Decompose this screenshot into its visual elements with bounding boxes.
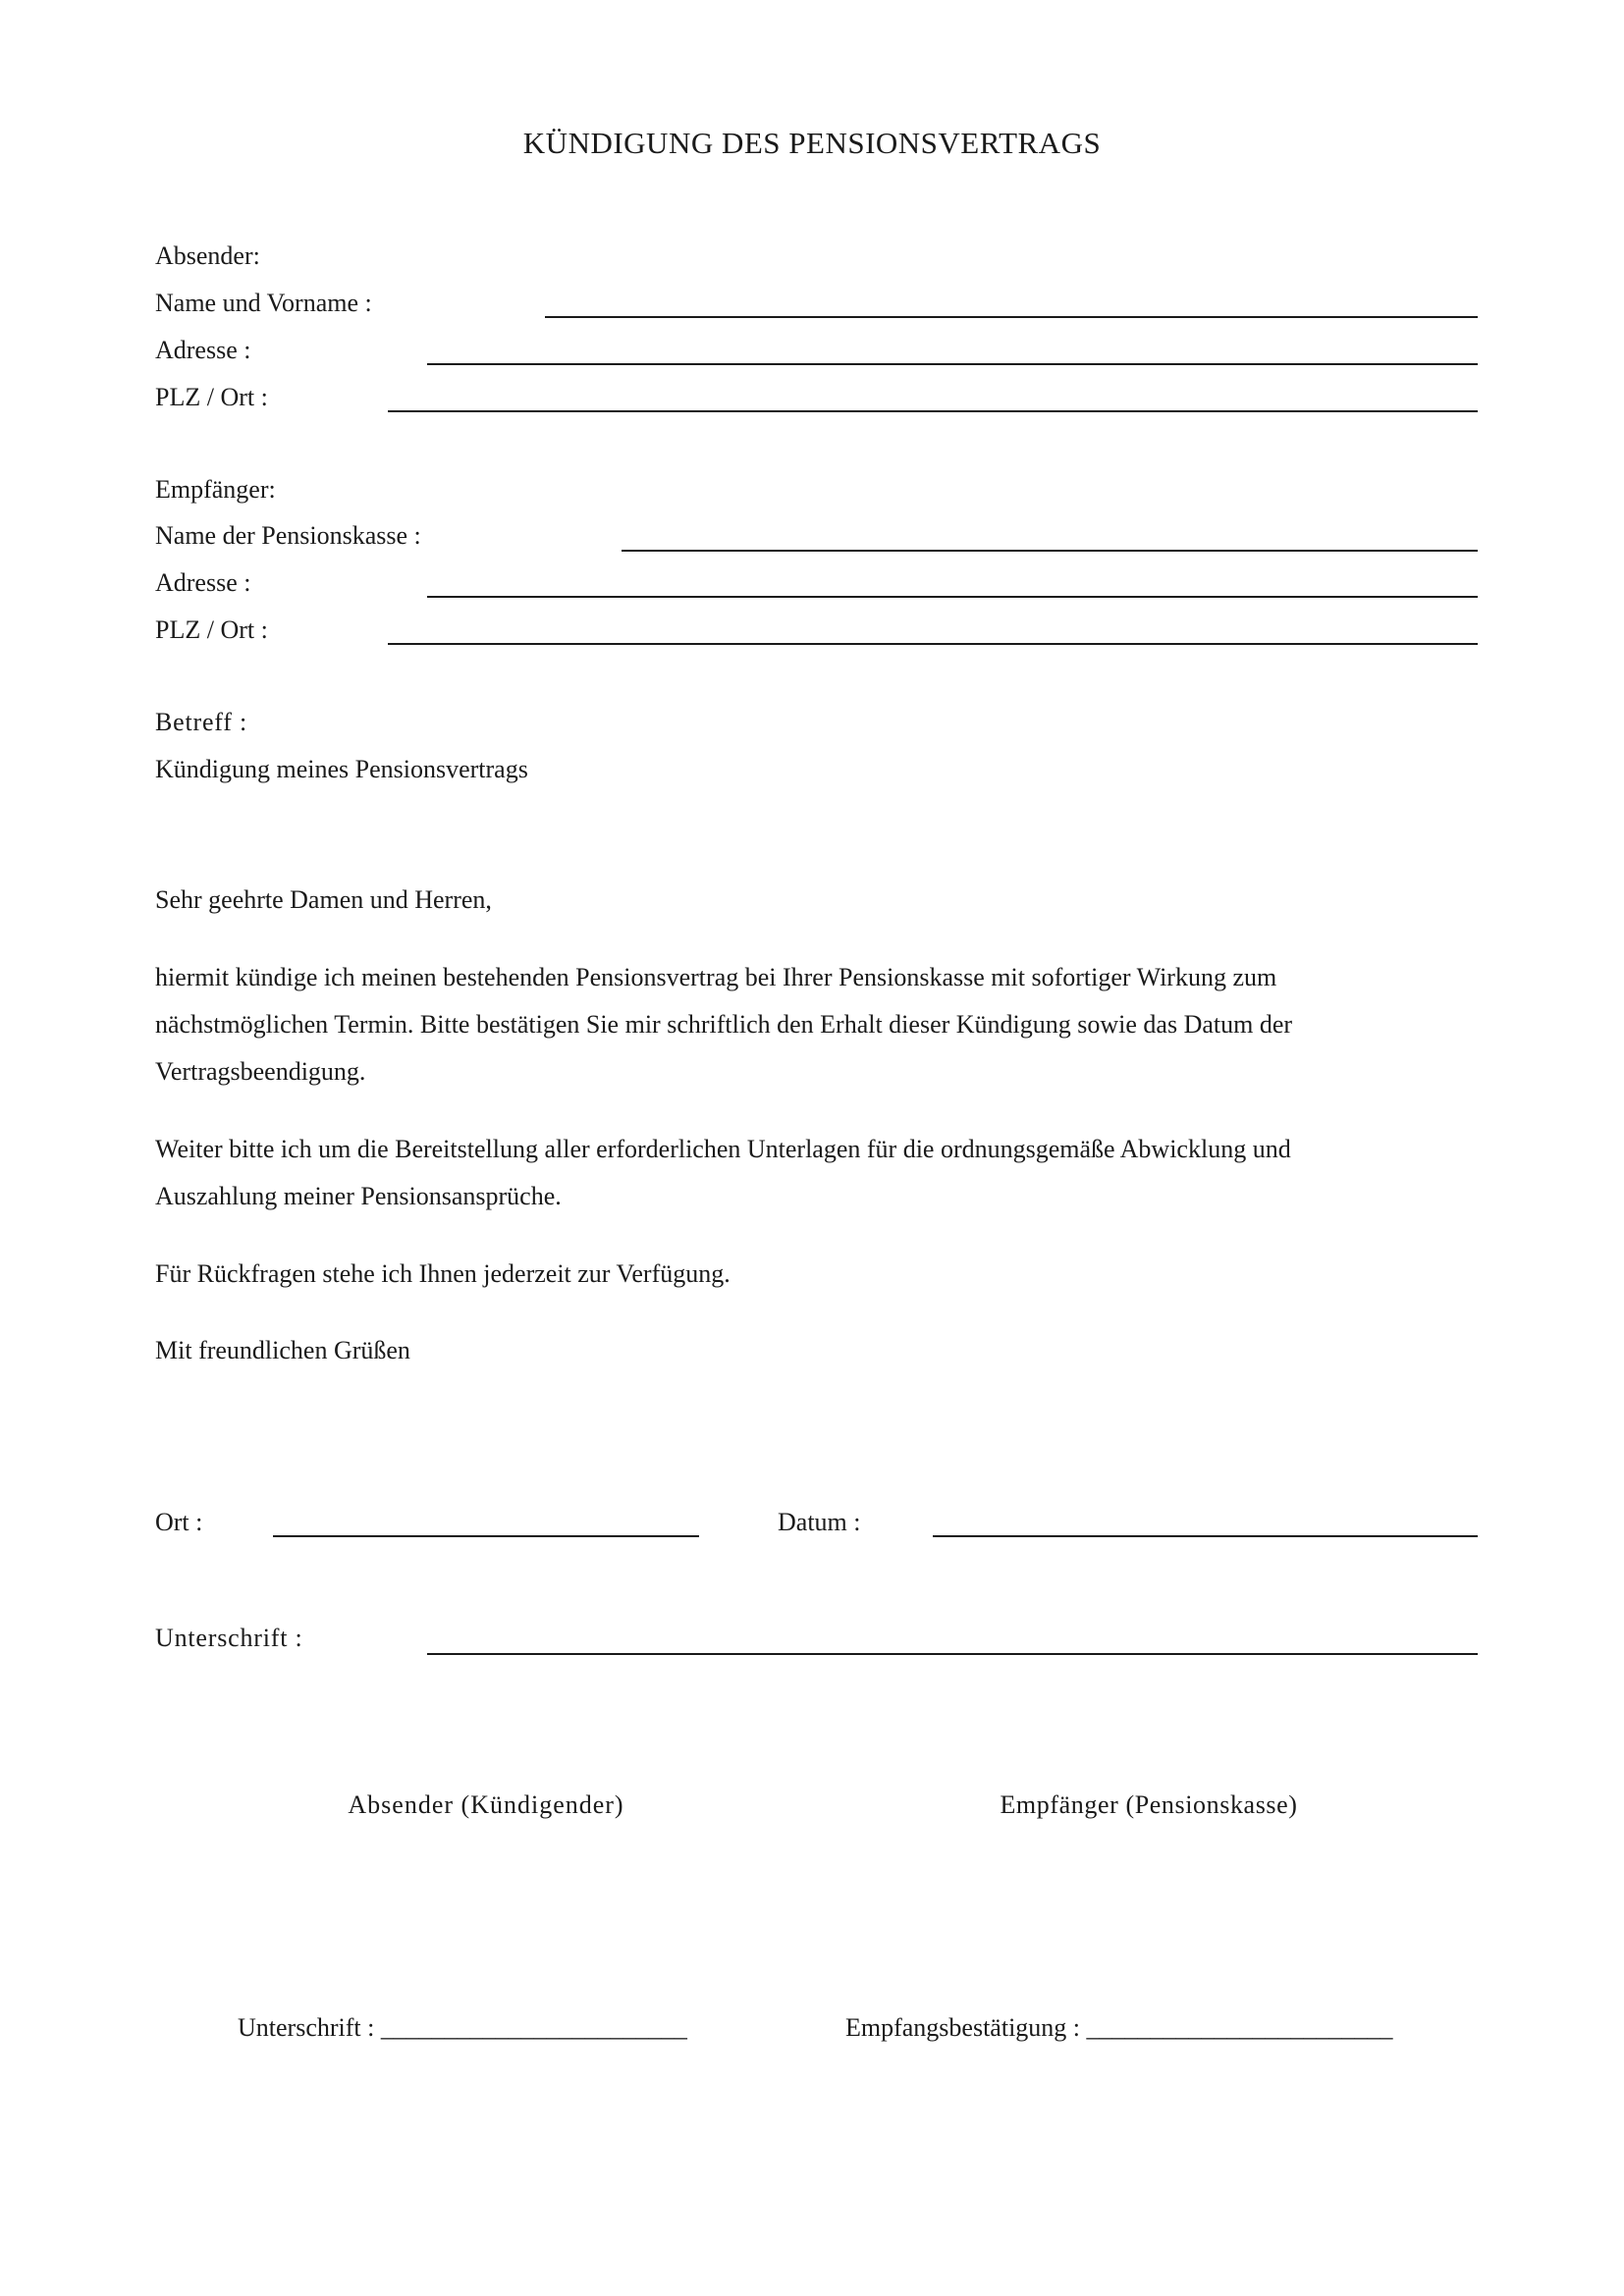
recipient-zip-city-label: PLZ / Ort : [155,615,268,644]
sender-address-field[interactable] [427,363,1478,365]
sender-name-field[interactable] [545,316,1478,318]
paragraph-1-line-2: nächstmöglichen Termin. Bitte bestätigen Sie mir schriftlich den Erhalt dieser Kündigung sowie das Datum der [155,1010,1293,1039]
subject-label: Betreff : [155,708,248,736]
recipient-zip-city-field[interactable] [388,643,1478,645]
date-label: Datum : [778,1508,861,1536]
paragraph-1-line-3: Vertragsbeendigung. [155,1057,366,1086]
recipient-address-label: Adresse : [155,568,251,597]
recipient-heading: Empfänger: [155,475,276,504]
signature-label: Unterschrift : [155,1624,303,1652]
place-field[interactable] [273,1535,699,1537]
sender-signature-line[interactable]: Unterschrift : ________________________ [238,2013,687,2042]
recipient-name-field[interactable] [622,550,1478,552]
sender-address-label: Adresse : [155,336,251,364]
paragraph-2-line-1: Weiter bitte ich um die Bereitstellung aller erforderlichen Unterlagen für die ordnungsgemäße Abwicklung und [155,1135,1291,1163]
date-field[interactable] [933,1535,1478,1537]
sender-heading: Absender: [155,241,260,270]
salutation: Sehr geehrte Damen und Herren, [155,885,492,914]
sender-party-label: Absender (Kündigender) [348,1790,624,1819]
paragraph-3: Für Rückfragen stehe ich Ihnen jederzeit zur Verfügung. [155,1259,731,1288]
sender-zip-city-label: PLZ / Ort : [155,383,268,411]
closing: Mit freundlichen Grüßen [155,1336,410,1364]
page-title: KÜNDIGUNG DES PENSIONSVERTRAGS [522,126,1102,160]
paragraph-2-line-2: Auszahlung meiner Pensionsansprüche. [155,1182,562,1210]
subject-text: Kündigung meines Pensionsvertrags [155,755,528,783]
place-label: Ort : [155,1508,203,1536]
recipient-name-label: Name der Pensionskasse : [155,521,421,550]
recipient-address-field[interactable] [427,596,1478,598]
recipient-confirmation-line[interactable]: Empfangsbestätigung : ________________________ [845,2013,1393,2042]
paragraph-1-line-1: hiermit kündige ich meinen bestehenden Pensionsvertrag bei Ihrer Pensionskasse mit sofortiger Wirkung zum [155,963,1277,991]
recipient-party-label: Empfänger (Pensionskasse) [1000,1790,1298,1819]
sender-zip-city-field[interactable] [388,410,1478,412]
signature-field[interactable] [427,1653,1478,1655]
sender-name-label: Name und Vorname : [155,289,372,317]
